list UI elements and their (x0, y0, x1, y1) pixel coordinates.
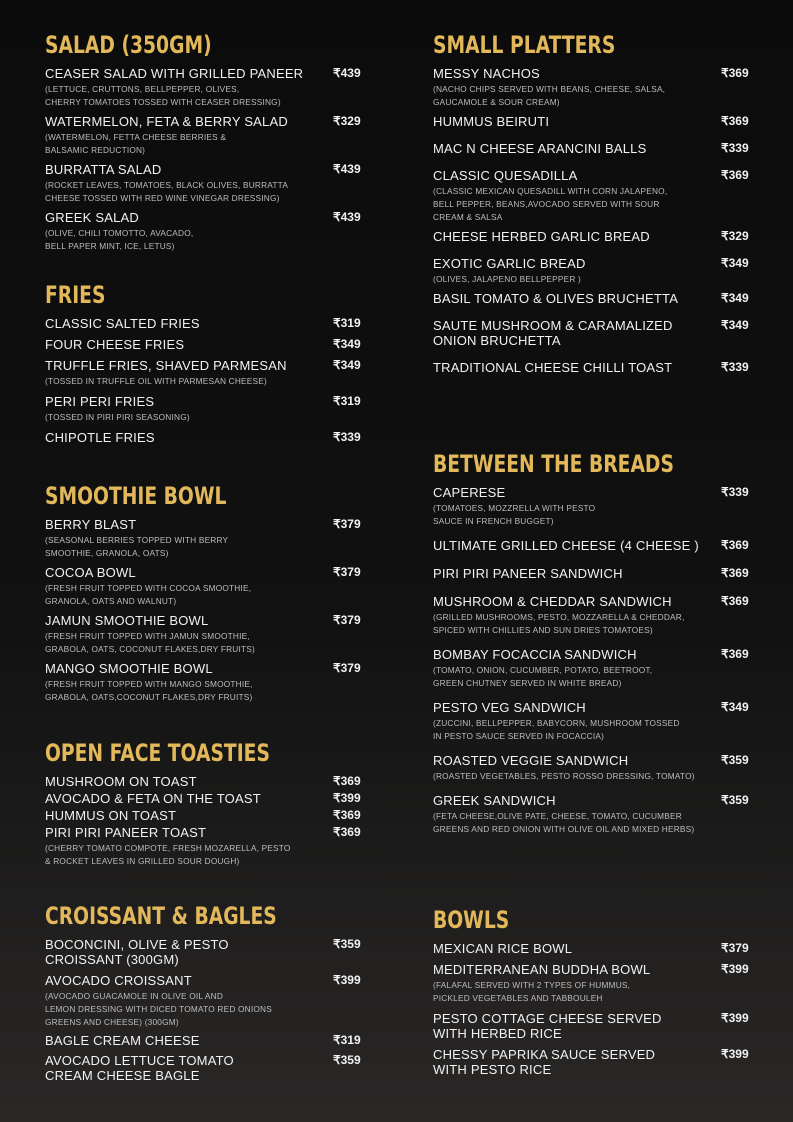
item-description: (GRILLED MUSHROOMS, PESTO, MOZZARELLA & CHEDDAR, SPICED WITH CHILLIES AND SUN DRIES TOMATOES) (433, 612, 685, 635)
menu-item (433, 114, 751, 129)
menu-item (433, 66, 751, 109)
item-name: BAGLE CREAM CHEESE (45, 1033, 200, 1048)
item-name: CAPERESE (433, 485, 506, 500)
item-price: ₹369 (333, 825, 361, 839)
item-price: ₹379 (721, 941, 749, 955)
menu-item-row (433, 700, 751, 715)
item-price: ₹339 (721, 485, 749, 499)
menu-item (433, 753, 751, 783)
item-description: (TOMATOES, MOZZRELLA WITH PESTO SAUCE IN FRENCH BUGGET) (433, 503, 596, 526)
menu-item-row (433, 962, 751, 977)
menu-item (45, 565, 363, 608)
item-name: CEASER SALAD WITH GRILLED PANEER (45, 66, 304, 81)
item-description: (FETA CHEESE,OLIVE PATE, CHEESE, TOMATO, CUCUMBER GREENS AND RED ONION WITH OLIVE OIL AND MIXED HERBS) (433, 811, 695, 834)
item-description: (FRESH FRUIT TOPPED WITH MANGO SMOOTHIE, GRABOLA, OATS,COCONUT FLAKES,DRY FRUITS) (45, 679, 253, 702)
item-description: (SEASONAL BERRIES TOPPED WITH BERRY SMOOTHIE, GRANOLA, OATS) (45, 535, 229, 558)
menu-item (45, 517, 363, 560)
item-price: ₹339 (333, 430, 361, 444)
section-title: SALAD (350GM) (45, 31, 212, 59)
item-price: ₹369 (721, 114, 749, 128)
item-price: ₹369 (721, 168, 749, 182)
menu-item-row (45, 808, 363, 823)
menu-item (45, 316, 363, 331)
menu-item (433, 1011, 751, 1041)
item-price: ₹319 (333, 316, 361, 330)
menu-item-row (45, 316, 363, 331)
item-name: BOCONCINI, OLIVE & PESTO CROISSANT (300GM) (45, 937, 229, 967)
menu-item (45, 394, 363, 424)
item-description: (OLIVE, CHILI TOMOTTO, AVACADO, BELL PAPER MINT, ICE, LETUS) (45, 228, 194, 251)
menu-item (433, 538, 751, 553)
menu-item-row (45, 1053, 363, 1083)
item-price: ₹399 (333, 973, 361, 987)
item-price: ₹369 (721, 594, 749, 608)
section-title: BOWLS (433, 906, 510, 934)
section-title: CROISSANT & BAGLES (45, 902, 277, 930)
item-name: JAMUN SMOOTHIE BOWL (45, 613, 209, 628)
menu-item (45, 430, 363, 445)
menu-item (45, 808, 363, 823)
menu-item (433, 700, 751, 743)
item-price: ₹369 (333, 774, 361, 788)
menu-item (433, 360, 751, 375)
menu-item-row (433, 594, 751, 609)
item-price: ₹319 (333, 1033, 361, 1047)
item-name: HUMMUS ON TOAST (45, 808, 177, 823)
menu-item-row (45, 114, 363, 129)
menu-item (433, 962, 751, 1005)
menu-item (433, 485, 751, 528)
item-description: (FALAFAL SERVED WITH 2 TYPES OF HUMMUS, PICKLED VEGETABLES AND TABBOULEH (433, 980, 631, 1003)
section-title: BETWEEN THE BREADS (433, 450, 674, 478)
menu-item (45, 1033, 363, 1048)
menu-item (45, 66, 363, 109)
item-description: (FRESH FRUIT TOPPED WITH COCOA SMOOTHIE, GRANOLA, OATS AND WALNUT) (45, 583, 252, 606)
menu-item-row (433, 141, 751, 156)
menu-item (433, 566, 751, 581)
item-name: EXOTIC GARLIC BREAD (433, 256, 586, 271)
item-name: ULTIMATE GRILLED CHEESE (4 CHEESE ) (433, 538, 699, 553)
item-price: ₹369 (721, 538, 749, 552)
menu-item-row (45, 661, 363, 676)
item-name: PESTO COTTAGE CHEESE SERVED WITH HERBED RICE (433, 1011, 662, 1041)
item-price: ₹369 (333, 808, 361, 822)
menu-item-row (45, 66, 363, 81)
menu-item-row (433, 941, 751, 956)
menu-item (45, 973, 363, 1029)
item-name: FOUR CHEESE FRIES (45, 337, 185, 352)
item-name: MANGO SMOOTHIE BOWL (45, 661, 213, 676)
item-name: TRADITIONAL CHEESE CHILLI TOAST (433, 360, 673, 375)
menu-item (45, 661, 363, 704)
item-price: ₹329 (333, 114, 361, 128)
menu-item-row (45, 825, 363, 840)
item-name: AVOCADO & FETA ON THE TOAST (45, 791, 261, 806)
menu-item (433, 141, 751, 156)
section-fries (45, 280, 363, 451)
item-description: (NACHO CHIPS SERVED WITH BEANS, CHEESE, SALSA, GAUCAMOLE & SOUR CREAM) (433, 84, 666, 107)
menu-item-row (45, 937, 363, 967)
item-name: TRUFFLE FRIES, SHAVED PARMESAN (45, 358, 287, 373)
item-description: (ROASTED VEGETABLES, PESTO ROSSO DRESSING, TOMATO) (433, 771, 695, 781)
item-description: (TOMATO, ONION, CUCUMBER, POTATO, BEETROOT, GREEN CHUTNEY SERVED IN WHITE BREAD) (433, 665, 653, 688)
menu-item (433, 793, 751, 836)
menu-item-row (433, 538, 751, 553)
menu-item (45, 337, 363, 352)
item-price: ₹379 (333, 613, 361, 627)
item-price: ₹319 (333, 394, 361, 408)
section-bowls (433, 905, 751, 1083)
item-name: PERI PERI FRIES (45, 394, 155, 409)
item-name: SAUTE MUSHROOM & CARAMALIZED ONION BRUCHETTA (433, 318, 673, 348)
section-title: SMOOTHIE BOWL (45, 482, 227, 510)
item-name: GREEK SANDWICH (433, 793, 556, 808)
menu-item-row (45, 394, 363, 409)
item-price: ₹349 (333, 358, 361, 372)
item-name: PIRI PIRI PANEER TOAST (45, 825, 207, 840)
item-price: ₹379 (333, 661, 361, 675)
menu-item (45, 210, 363, 253)
menu-item (45, 937, 363, 967)
item-price: ₹439 (333, 162, 361, 176)
item-price: ₹339 (721, 141, 749, 155)
menu-item (45, 825, 363, 868)
item-description: (TOSSED IN TRUFFLE OIL WITH PARMESAN CHEESE) (45, 376, 267, 386)
item-description: (LETTUCE, CRUTTONS, BELLPEPPER, OLIVES, CHERRY TOMATOES TOSSED WITH CEASER DRESSING) (45, 84, 281, 107)
item-name: HUMMUS BEIRUTI (433, 114, 550, 129)
menu-item (45, 1053, 363, 1083)
menu-item-row (433, 291, 751, 306)
menu-item-row (433, 753, 751, 768)
section-between-the-breads (433, 449, 751, 846)
item-description: (CLASSIC MEXICAN QUESADILL WITH CORN JALAPENO, BELL PEPPER, BEANS,AVOCADO SERVED WITH SOUR CREAM & SALSA (433, 186, 668, 222)
item-name: MEDITERRANEAN BUDDHA BOWL (433, 962, 651, 977)
menu-item-row (45, 210, 363, 225)
item-name: ROASTED VEGGIE SANDWICH (433, 753, 629, 768)
section-smoothie-bowl (45, 481, 363, 709)
menu-item-row (45, 973, 363, 988)
menu-item-row (45, 791, 363, 806)
item-price: ₹439 (333, 210, 361, 224)
section-title: SMALL PLATTERS (433, 31, 616, 59)
item-price: ₹349 (721, 256, 749, 270)
menu-item (433, 594, 751, 637)
menu-item (433, 1047, 751, 1077)
menu-item-row (433, 168, 751, 183)
item-name: CHIPOTLE FRIES (45, 430, 155, 445)
item-price: ₹399 (721, 962, 749, 976)
item-price: ₹359 (721, 753, 749, 767)
item-price: ₹329 (721, 229, 749, 243)
item-description: (ROCKET LEAVES, TOMATOES, BLACK OLIVES, BURRATTA CHEESE TOSSED WITH RED WINE VINEGAR DRESSING) (45, 180, 289, 203)
menu-item-row (45, 774, 363, 789)
item-name: CHEESE HERBED GARLIC BREAD (433, 229, 650, 244)
item-price: ₹339 (721, 360, 749, 374)
menu-item (433, 318, 751, 348)
item-description: (WATERMELON, FETTA CHEESE BERRIES & BALSAMIC REDUCTION) (45, 132, 227, 155)
item-name: BERRY BLAST (45, 517, 137, 532)
item-price: ₹379 (333, 565, 361, 579)
section-croissant-bagles (45, 901, 363, 1088)
item-name: GREEK SALAD (45, 210, 139, 225)
item-price: ₹359 (333, 1053, 361, 1067)
menu-item (433, 647, 751, 690)
item-price: ₹369 (721, 566, 749, 580)
section-open-face-toasties (45, 738, 363, 870)
item-price: ₹349 (721, 291, 749, 305)
menu-item (45, 114, 363, 157)
item-price: ₹349 (721, 318, 749, 332)
menu-item (45, 162, 363, 205)
item-name: MESSY NACHOS (433, 66, 540, 81)
item-price: ₹399 (721, 1047, 749, 1061)
menu-item-row (45, 565, 363, 580)
item-description: (FRESH FRUIT TOPPED WITH JAMUN SMOOTHIE, GRABOLA, OATS, COCONUT FLAKES,DRY FRUITS) (45, 631, 255, 654)
item-name: MUSHROOM ON TOAST (45, 774, 197, 789)
item-price: ₹359 (721, 793, 749, 807)
menu-item-row (433, 114, 751, 129)
menu-item (433, 229, 751, 244)
menu-item-row (433, 1047, 751, 1077)
menu-item-row (433, 647, 751, 662)
menu-item (45, 358, 363, 388)
item-description: (TOSSED IN PIRI PIRI SEASONING) (45, 412, 190, 422)
menu-item-row (45, 358, 363, 373)
menu-item-row (433, 256, 751, 271)
menu-item (433, 941, 751, 956)
item-name: CLASSIC SALTED FRIES (45, 316, 200, 331)
menu-item-row (45, 162, 363, 177)
item-name: MUSHROOM & CHEDDAR SANDWICH (433, 594, 672, 609)
item-price: ₹369 (721, 647, 749, 661)
menu-item-row (45, 517, 363, 532)
item-name: BURRATTA SALAD (45, 162, 162, 177)
item-name: MEXICAN RICE BOWL (433, 941, 573, 956)
item-price: ₹399 (721, 1011, 749, 1025)
item-price: ₹399 (333, 791, 361, 805)
item-name: CLASSIC QUESADILLA (433, 168, 578, 183)
menu-item-row (433, 793, 751, 808)
item-description: (ZUCCINI, BELLPEPPER, BABYCORN, MUSHROOM TOSSED IN PESTO SAUCE SERVED IN FOCACCIA) (433, 718, 680, 741)
menu-item-row (433, 66, 751, 81)
section-small-platters (433, 30, 751, 380)
item-name: WATERMELON, FETA & BERRY SALAD (45, 114, 288, 129)
item-name: COCOA BOWL (45, 565, 136, 580)
menu-item-row (45, 430, 363, 445)
item-price: ₹359 (333, 937, 361, 951)
menu-item-row (433, 360, 751, 375)
menu-item (433, 256, 751, 286)
item-price: ₹379 (333, 517, 361, 531)
item-price: ₹439 (333, 66, 361, 80)
item-name: PIRI PIRI PANEER SANDWICH (433, 566, 623, 581)
section-title: OPEN FACE TOASTIES (45, 739, 270, 767)
item-description: (AVOCADO GUACAMOLE IN OLIVE OIL AND LEMON DRESSING WITH DICED TOMATO RED ONIONS GREENS AND CHEESE) (300GM) (45, 991, 272, 1027)
menu-item (45, 791, 363, 806)
item-description: (CHERRY TOMATO COMPOTE, FRESH MOZARELLA, PESTO & ROCKET LEAVES IN GRILLED SOUR DOUGH) (45, 843, 291, 866)
item-name: AVOCADO CROISSANT (45, 973, 192, 988)
item-price: ₹349 (333, 337, 361, 351)
menu-item-row (433, 485, 751, 500)
item-name: CHESSY PAPRIKA SAUCE SERVED WITH PESTO RICE (433, 1047, 656, 1077)
section-salad (45, 30, 363, 258)
menu-item (433, 291, 751, 306)
item-description: (OLIVES, JALAPENO BELLPEPPER ) (433, 274, 582, 284)
menu-item (45, 613, 363, 656)
menu-item (433, 168, 751, 224)
menu-item-row (433, 318, 751, 348)
menu-item-row (45, 613, 363, 628)
section-title: FRIES (45, 281, 106, 309)
menu-item (45, 774, 363, 789)
menu-item-row (45, 1033, 363, 1048)
menu-item-row (433, 566, 751, 581)
item-name: PESTO VEG SANDWICH (433, 700, 586, 715)
menu-item-row (433, 229, 751, 244)
item-name: BOMBAY FOCACCIA SANDWICH (433, 647, 637, 662)
item-name: BASIL TOMATO & OLIVES BRUCHETTA (433, 291, 679, 306)
menu-item-row (45, 337, 363, 352)
item-name: AVOCADO LETTUCE TOMATO CREAM CHEESE BAGLE (45, 1053, 234, 1083)
menu-item-row (433, 1011, 751, 1041)
item-name: MAC N CHEESE ARANCINI BALLS (433, 141, 647, 156)
item-price: ₹369 (721, 66, 749, 80)
item-price: ₹349 (721, 700, 749, 714)
